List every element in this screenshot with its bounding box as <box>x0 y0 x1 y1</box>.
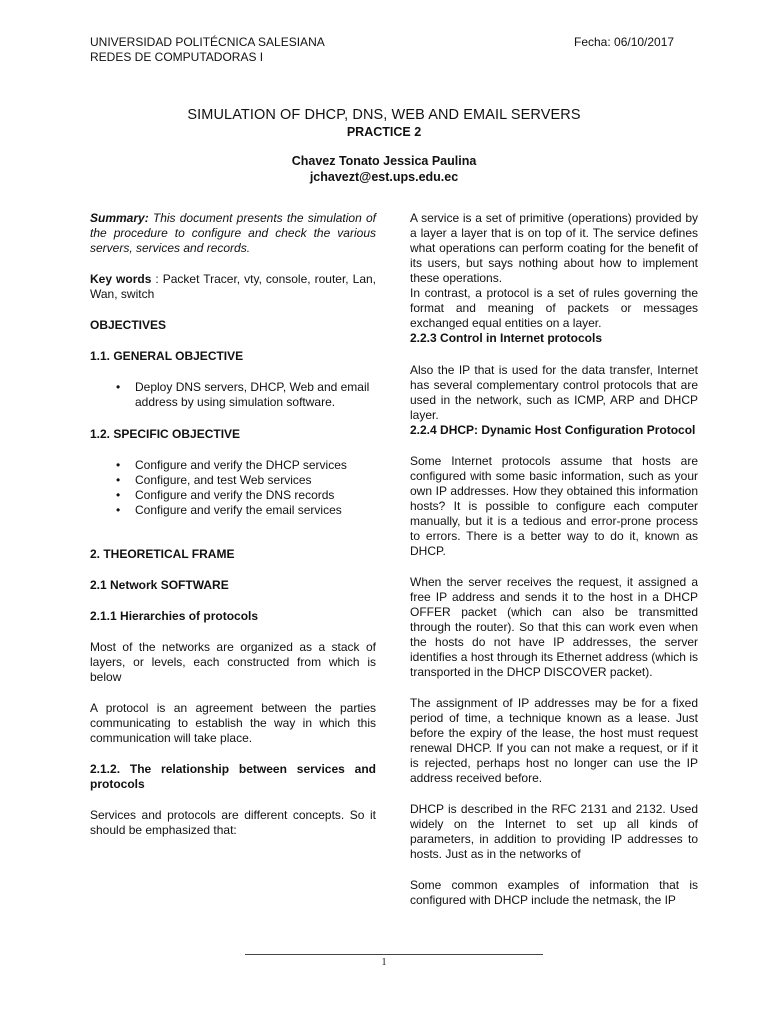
bullet-icon: • <box>116 380 121 394</box>
network-software-heading: 2.1 Network SOFTWARE <box>90 578 229 592</box>
specific-objective-heading: 1.2. SPECIFIC OBJECTIVE <box>90 427 241 441</box>
paragraph: When the server receives the request, it assigned a free IP address and sends it to the host in a DHCP OFFER packet (which can also be transmitted through the router). So that this can work even when the hosts do not have IP addresses, the server identifies a host through its Ethernet address (which is transported in the DHCP DISCOVER packet). <box>410 575 698 679</box>
paragraph: A service is a set of primitive (operations) provided by a layer a layer that is on top of it. The service defines what operations can perform coating for the benefit of its users, but says nothing about how to implement these operations. <box>410 211 698 285</box>
title-block <box>0 106 768 140</box>
list-item: • Deploy DNS servers, DHCP, Web and email address by using simulation software. <box>116 380 370 409</box>
general-objective-heading: 1.1. GENERAL OBJECTIVE <box>90 349 244 363</box>
practice-label: PRACTICE 2 <box>346 125 422 139</box>
paragraph: Some Internet protocols assume that hosts are configured with some basic information, such as your own IP addresses. How they obtained this information hosts? It is possible to configure each computer manually, but it is a tedious and error-prone process to errors. There is a better way to do it, known as DHCP. <box>410 454 698 558</box>
keywords <box>90 272 376 302</box>
paragraph: Most of the networks are organized as a stack of layers, or levels, each constructed from which is below <box>90 640 376 684</box>
bullet-icon: • <box>116 458 121 472</box>
paragraph: In contrast, a protocol is a set of rules governing the format and meaning of packets or messages exchanged equal entities on a layer. <box>410 286 698 330</box>
header-course: REDES DE COMPUTADORAS I <box>90 50 264 64</box>
paragraph: The assignment of IP addresses may be for a fixed period of time, a technique known as a lease. Just before the expiry of the lease, the host must request renewal DHCP. If you can not make a request, or if it is rejected, perhaps host no longer can use the IP address received before. <box>410 696 698 785</box>
left-column <box>90 211 376 838</box>
header-university: UNIVERSIDAD POLITÉCNICA SALESIANA <box>90 35 325 49</box>
bullet-icon: • <box>116 488 121 502</box>
page-number: 1 <box>381 957 387 968</box>
paragraph: Some common examples of information that is configured with DHCP include the netmask, the IP <box>410 878 698 907</box>
summary-label: Summary: <box>90 211 149 225</box>
list-item: • Configure and verify the email services <box>116 503 342 517</box>
footer-rule <box>245 954 543 955</box>
bullet-icon: • <box>116 503 121 517</box>
objectives-heading: OBJECTIVES <box>90 318 167 332</box>
hierarchies-heading: 2.1.1 Hierarchies of protocols <box>90 609 259 623</box>
list-item: • Configure and verify the DNS records <box>116 488 335 502</box>
paragraph: Services and protocols are different concepts. So it should be emphasized that: <box>90 808 376 837</box>
author-name: Chavez Tonato Jessica Paulina <box>291 154 477 168</box>
right-column <box>410 211 698 908</box>
author-block <box>0 153 768 185</box>
general-objective-list <box>90 380 376 410</box>
summary-text: This document presents the simulation of the procedure to configure and check the various servers, services and records. <box>90 211 376 255</box>
control-protocols-heading: 2.2.3 Control in Internet protocols <box>410 331 603 345</box>
keywords-label: Key words <box>90 272 152 286</box>
list-item: • Configure, and test Web services <box>116 473 312 487</box>
paragraph: Also the IP that is used for the data transfer, Internet has several complementary control protocols that are used in the network, such as ICMP, ARP and DHCP layer. <box>410 363 698 422</box>
header-date: Fecha: 06/10/2017 <box>574 35 675 49</box>
theoretical-frame-heading: 2. THEORETICAL FRAME <box>90 547 235 561</box>
specific-objective-list <box>90 458 376 518</box>
list-item: • Configure and verify the DHCP services <box>116 458 347 472</box>
running-header-left <box>90 35 325 65</box>
paper-title: SIMULATION OF DHCP, DNS, WEB AND EMAIL SERVERS <box>187 107 581 123</box>
summary <box>90 211 376 256</box>
keywords-text: : Packet Tracer, vty, console, router, Lan, Wan, switch <box>90 272 377 301</box>
author-email: jchavezt@est.ups.edu.ec <box>309 170 459 184</box>
bullet-icon: • <box>116 473 121 487</box>
dhcp-heading: 2.2.4 DHCP: Dynamic Host Configuration Protocol <box>410 423 696 437</box>
paragraph: A protocol is an agreement between the parties communicating to establish the way in which this communication will take place. <box>90 701 376 745</box>
relationship-heading: 2.1.2. The relationship between services and protocols <box>90 762 376 791</box>
paragraph: DHCP is described in the RFC 2131 and 2132. Used widely on the Internet to set up all kinds of parameters, in addition to providing IP addresses to hosts. Just as in the networks of <box>410 802 698 861</box>
